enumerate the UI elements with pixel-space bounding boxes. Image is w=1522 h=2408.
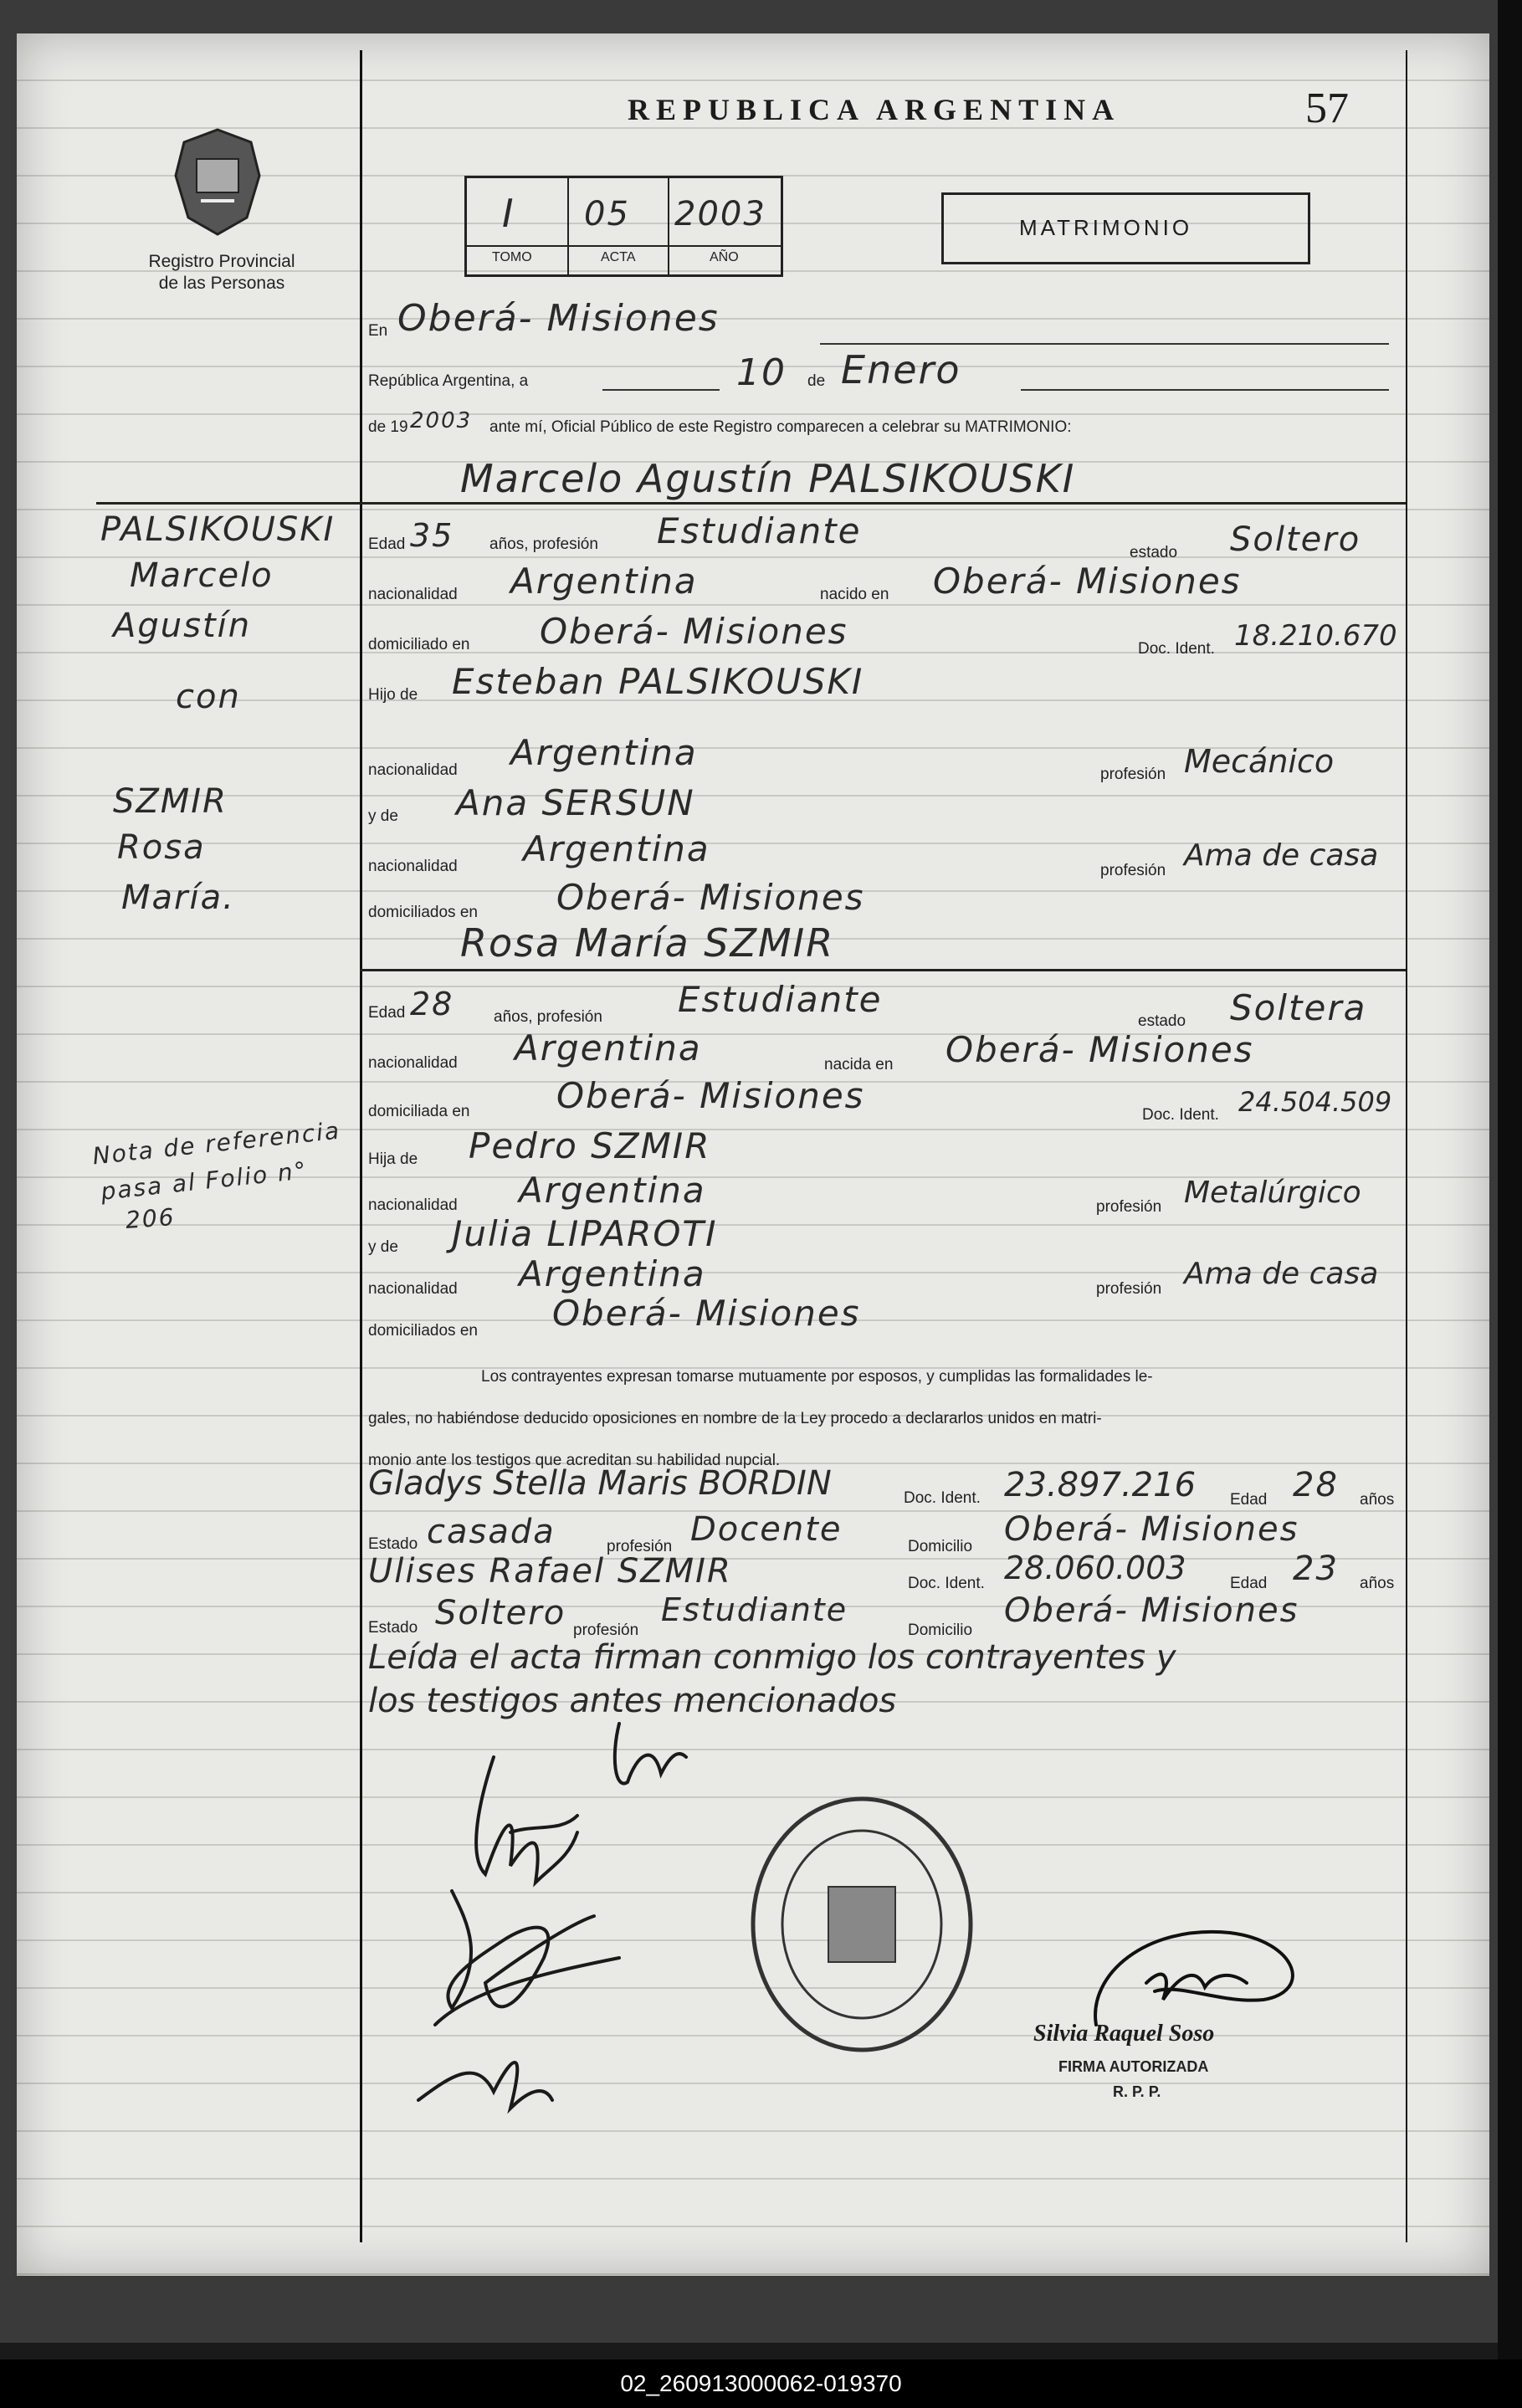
registry-name: Registro Provincial de las Personas [148, 252, 295, 293]
registry-emblem-icon [167, 126, 268, 247]
anio-label: AÑO [710, 250, 739, 264]
groom-edad-label: Edad [368, 535, 406, 553]
groom-domicilio: Oberá- Misiones [540, 611, 848, 652]
bride-dom-label: domiciliada en [368, 1103, 470, 1120]
en-label: En [368, 322, 388, 340]
groom-edad: 35 [410, 517, 454, 554]
witness1-edad: 28 [1293, 1466, 1339, 1504]
witness2-dom-label: Domicilio [908, 1622, 973, 1639]
groom-full-name: Marcelo Agustín PALSIKOUSKI [460, 456, 1076, 501]
bride-nacida-label: nacida en [824, 1056, 894, 1073]
witness2-edad: 23 [1293, 1550, 1339, 1588]
record-box [464, 176, 783, 277]
bride-prof-label: años, profesión [494, 1008, 602, 1026]
bride-nacida: Oberá- Misiones [945, 1029, 1254, 1070]
section-separator [360, 502, 1406, 505]
underline [602, 389, 720, 391]
tomo-value: I [502, 191, 515, 236]
groom-madre-nac: Argentina [523, 828, 710, 869]
bride-padre: Pedro SZMIR [469, 1125, 711, 1166]
margin-separator [96, 502, 360, 505]
groom-nacionalidad: Argentina [510, 561, 698, 602]
bride-estado: Soltera [1230, 987, 1367, 1028]
groom-padre-prof: Mecánico [1184, 743, 1335, 780]
bride-madre: Julia LIPAROTI [452, 1213, 718, 1254]
groom-padre-nac: Argentina [510, 732, 698, 773]
groom-profesion: Estudiante [657, 510, 862, 551]
witness2-name: Ulises Rafael SZMIR [368, 1552, 732, 1591]
margin-groom-second: Agustín [113, 607, 252, 645]
groom-madre-prof-label: profesión [1100, 862, 1166, 879]
intro-text: ante mí, Oficial Público de este Registro comparecen a celebrar su MATRIMONIO: [489, 418, 1072, 436]
country-title: REPUBLICA ARGENTINA [628, 93, 1121, 126]
section-separator [360, 969, 1406, 971]
groom-prof-label: años, profesión [489, 535, 598, 553]
tomo-label: TOMO [492, 250, 532, 264]
bride-doc-label: Doc. Ident. [1142, 1106, 1219, 1124]
margin-note-2: pasa al Folio n° [99, 1156, 310, 1206]
bride-domicilio: Oberá- Misiones [556, 1075, 865, 1116]
margin-groom-surname: PALSIKOUSKI [100, 510, 336, 549]
year-value: 2003 [410, 408, 473, 433]
witness2-domicilio: Oberá- Misiones [1004, 1591, 1299, 1630]
groom-estado: Soltero [1230, 520, 1361, 559]
de-label: de [807, 372, 826, 390]
witness1-name: Gladys Stella Maris BORDIN [368, 1464, 832, 1503]
month-value: Enero [841, 347, 961, 392]
witness2-prof-label: profesión [573, 1622, 639, 1639]
bride-padre-prof-label: profesión [1096, 1198, 1162, 1216]
groom-nacido: Oberá- Misiones [933, 561, 1242, 602]
groom-padre-nac-label: nacionalidad [368, 761, 458, 779]
witness1-doc: 23.897.216 [1004, 1466, 1197, 1504]
closing-line-2: los testigos antes mencionados [368, 1682, 897, 1720]
bride-madre-nac: Argentina [519, 1253, 706, 1294]
witness1-profesion: Docente [690, 1510, 843, 1549]
bride-edad: 28 [410, 986, 454, 1022]
witness1-anos-label: años [1360, 1491, 1395, 1509]
official-signature-icon [1079, 1908, 1330, 2037]
witness2-profesion: Estudiante [661, 1591, 848, 1628]
acta-value: 05 [584, 195, 630, 233]
groom-madre-prof: Ama de casa [1184, 838, 1379, 873]
bride-padres-dom: Oberá- Misiones [552, 1293, 861, 1334]
bride-doc: 24.504.509 [1238, 1086, 1392, 1118]
bride-padre-nac-label: nacionalidad [368, 1196, 458, 1214]
bride-madre-nac-label: nacionalidad [368, 1280, 458, 1298]
witness2-doc-label: Doc. Ident. [908, 1575, 985, 1592]
witness1-estado: casada [427, 1513, 556, 1551]
closing-line-1: Leída el acta firman conmigo los contrayentes y [368, 1638, 1176, 1677]
underline [1021, 389, 1389, 391]
witness1-dom-label: Domicilio [908, 1538, 973, 1555]
bride-full-name: Rosa María SZMIR [460, 920, 835, 966]
acta-label: ACTA [601, 250, 636, 264]
official-seal-icon [736, 1791, 987, 2062]
witness2-anos-label: años [1360, 1575, 1395, 1592]
groom-yde-label: y de [368, 807, 398, 825]
declaration-line-3: monio ante los testigos que acreditan su habilidad nupcial. [368, 1452, 781, 1469]
margin-note-1: Nota de referencia [91, 1116, 342, 1171]
bride-edad-label: Edad [368, 1004, 406, 1022]
witness1-estado-label: Estado [368, 1535, 418, 1553]
bride-padre-nac: Argentina [519, 1170, 706, 1211]
groom-hijo-label: Hijo de [368, 686, 418, 704]
groom-doc: 18.210.670 [1234, 619, 1397, 653]
witness2-doc: 28.060.003 [1004, 1550, 1186, 1586]
groom-nac-label: nacionalidad [368, 586, 458, 603]
bride-padre-prof: Metalúrgico [1184, 1176, 1361, 1210]
groom-padre: Esteban PALSIKOUSKI [452, 661, 864, 702]
margin-groom-first: Marcelo [130, 556, 274, 595]
bride-profesion: Estudiante [678, 979, 883, 1020]
official-name: Silvia Raquel Soso [1033, 2021, 1215, 2047]
groom-madre-nac-label: nacionalidad [368, 858, 458, 875]
declaration-line-2: gales, no habiéndose deducido oposiciones en nombre de la Ley procedo a declararlos unidos en matri- [368, 1410, 1102, 1427]
right-edge [1498, 0, 1522, 2359]
bride-madre-prof: Ama de casa [1184, 1257, 1379, 1291]
register-page [17, 33, 1489, 2276]
act-type-box [941, 192, 1310, 264]
bride-yde-label: y de [368, 1238, 398, 1256]
act-type: MATRIMONIO [1019, 215, 1193, 240]
official-title: FIRMA AUTORIZADA [1058, 2058, 1209, 2075]
groom-nacido-label: nacido en [820, 586, 889, 603]
witness1-domicilio: Oberá- Misiones [1004, 1510, 1299, 1549]
margin-note-3: 206 [124, 1202, 177, 1235]
page-number: 57 [1305, 85, 1349, 132]
year-prefix: de 19 [368, 418, 408, 436]
official-abbr: R. P. P. [1113, 2083, 1161, 2100]
witness1-doc-label: Doc. Ident. [904, 1489, 981, 1507]
groom-doc-label: Doc. Ident. [1138, 640, 1215, 658]
footer-id: 02_260913000062-019370 [0, 2359, 1522, 2408]
bride-estado-label: estado [1138, 1012, 1186, 1030]
witness1-prof-label: profesión [607, 1538, 673, 1555]
anio-value: 2003 [674, 195, 766, 233]
groom-padres-dom: Oberá- Misiones [556, 877, 865, 918]
declaration-line-1: Los contrayentes expresan tomarse mutuamente por esposos, y cumplidas las formalidades le- [481, 1368, 1153, 1386]
bride-hija-label: Hija de [368, 1150, 418, 1168]
margin-bride-surname: SZMIR [113, 782, 228, 821]
groom-padres-dom-label: domiciliados en [368, 904, 478, 921]
margin-bride-second: María. [121, 879, 235, 917]
witness2-estado: Soltero [435, 1594, 566, 1632]
margin-divider [360, 50, 362, 2242]
groom-madre: Ana SERSUN [456, 782, 695, 823]
underline [820, 343, 1389, 345]
day-value: 10 [736, 351, 787, 394]
margin-bride-first: Rosa [117, 828, 206, 867]
bride-madre-prof-label: profesión [1096, 1280, 1162, 1298]
place-value: Oberá- Misiones [397, 297, 720, 340]
groom-estado-label: estado [1130, 544, 1178, 561]
groom-dom-label: domiciliado en [368, 636, 470, 653]
margin-con: con [176, 678, 241, 716]
bride-nac-label: nacionalidad [368, 1054, 458, 1072]
witness2-edad-label: Edad [1230, 1575, 1268, 1592]
republica-label: República Argentina, a [368, 372, 529, 390]
bride-nacionalidad: Argentina [515, 1027, 702, 1068]
witness1-edad-label: Edad [1230, 1491, 1268, 1509]
witness2-estado-label: Estado [368, 1619, 418, 1637]
groom-padre-prof-label: profesión [1100, 766, 1166, 783]
right-rule [1406, 50, 1407, 2242]
bride-padres-dom-label: domiciliados en [368, 1322, 478, 1340]
